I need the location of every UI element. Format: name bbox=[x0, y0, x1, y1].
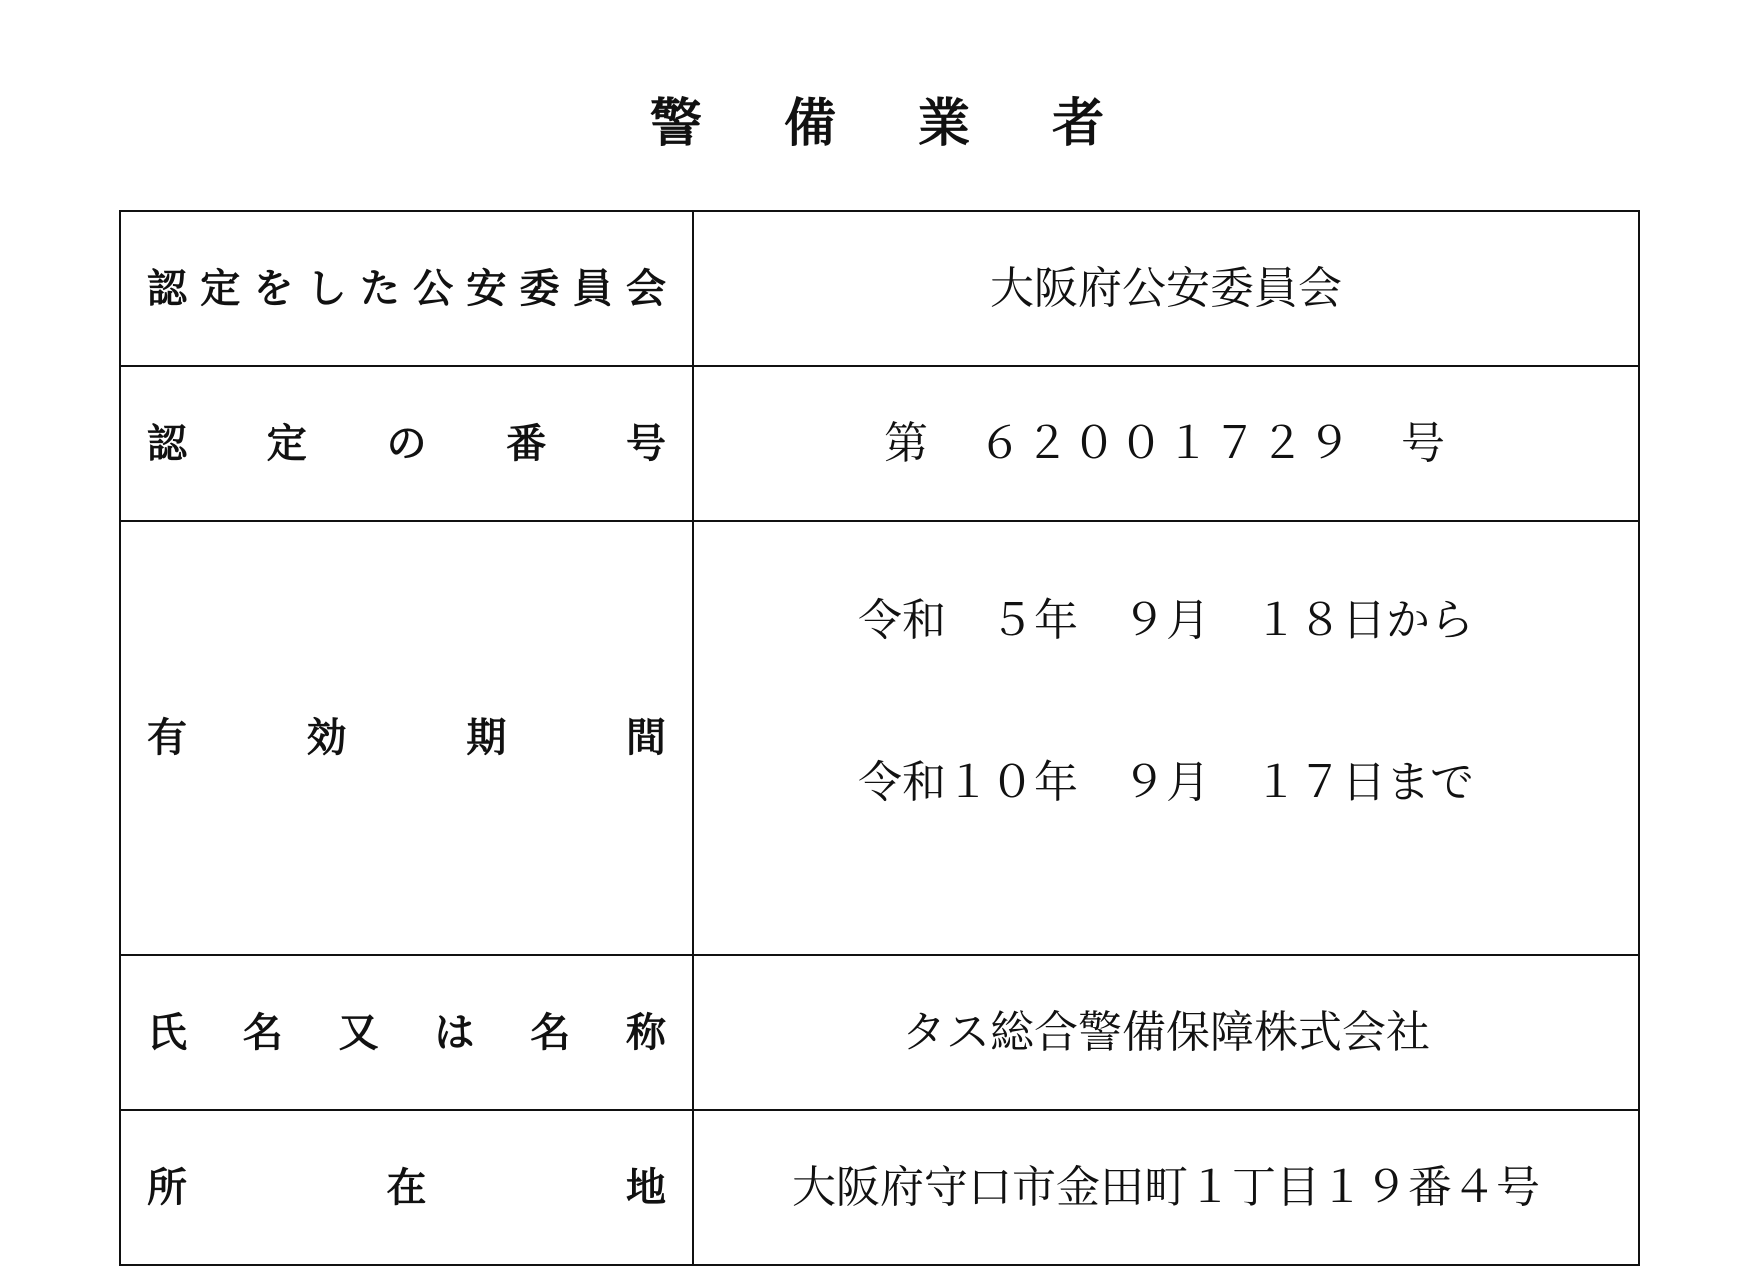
table-row bbox=[120, 211, 1639, 366]
label-char: 定 bbox=[266, 420, 307, 467]
label-char: は bbox=[434, 1009, 475, 1056]
label-char: 号 bbox=[626, 420, 666, 467]
label-char: 員 bbox=[572, 265, 613, 312]
label-char: を bbox=[253, 265, 294, 312]
label-char: 地 bbox=[626, 1164, 666, 1211]
label-char: 安 bbox=[466, 265, 507, 312]
table-row bbox=[120, 1110, 1639, 1265]
label-char: 効 bbox=[306, 715, 347, 761]
label-char: 名 bbox=[242, 1009, 283, 1056]
value-cell bbox=[693, 521, 1639, 955]
label-cell bbox=[120, 211, 693, 366]
certification-table bbox=[119, 210, 1640, 1266]
label-char: 氏 bbox=[147, 1009, 187, 1056]
value-cell bbox=[693, 211, 1639, 366]
label-cell bbox=[120, 955, 693, 1110]
label-char: 又 bbox=[338, 1009, 379, 1056]
label-char: 在 bbox=[386, 1164, 427, 1211]
page-title: 警 備 業 者 bbox=[649, 94, 1137, 154]
label-char: し bbox=[306, 265, 347, 312]
label-char: 会 bbox=[625, 265, 666, 312]
label-cell bbox=[120, 366, 693, 521]
label-char: 名 bbox=[530, 1009, 571, 1056]
cert-number-value: 第 ６２００１７２９ 号 bbox=[884, 417, 1448, 469]
address-value: 大阪府守口市金田町１丁目１９番４号 bbox=[792, 1161, 1540, 1213]
label-char: 委 bbox=[519, 265, 560, 312]
label-cell bbox=[120, 1110, 693, 1265]
row-label-name bbox=[147, 1009, 666, 1056]
label-char: 認 bbox=[147, 265, 187, 312]
label-char: 定 bbox=[200, 265, 241, 312]
label-char: 期 bbox=[466, 715, 507, 761]
label-char: 公 bbox=[413, 265, 454, 312]
company-name-value: タス総合警備保障株式会社 bbox=[902, 1006, 1430, 1058]
label-char: 所 bbox=[147, 1164, 187, 1211]
row-label-cert-number bbox=[147, 420, 666, 467]
label-char: た bbox=[359, 265, 400, 312]
label-char: 称 bbox=[625, 1009, 666, 1056]
value-cell bbox=[693, 955, 1639, 1110]
row-label-commission bbox=[147, 265, 666, 312]
table-row bbox=[120, 521, 1639, 955]
label-cell bbox=[120, 521, 693, 955]
label-char: 番 bbox=[506, 420, 547, 467]
row-label-validity-period bbox=[147, 715, 666, 761]
commission-value: 大阪府公安委員会 bbox=[990, 262, 1342, 314]
validity-start: 令和 ５年 ９月 １８日から bbox=[858, 595, 1474, 646]
value-cell bbox=[693, 1110, 1639, 1265]
label-char: 間 bbox=[625, 715, 666, 761]
label-char: の bbox=[386, 420, 427, 467]
row-label-address bbox=[147, 1164, 666, 1211]
label-char: 有 bbox=[147, 715, 187, 761]
table-row bbox=[120, 955, 1639, 1110]
validity-end: 令和１０年 ９月 １７日まで bbox=[858, 757, 1474, 808]
validity-period-value bbox=[858, 486, 1474, 918]
label-char: 認 bbox=[147, 420, 187, 467]
